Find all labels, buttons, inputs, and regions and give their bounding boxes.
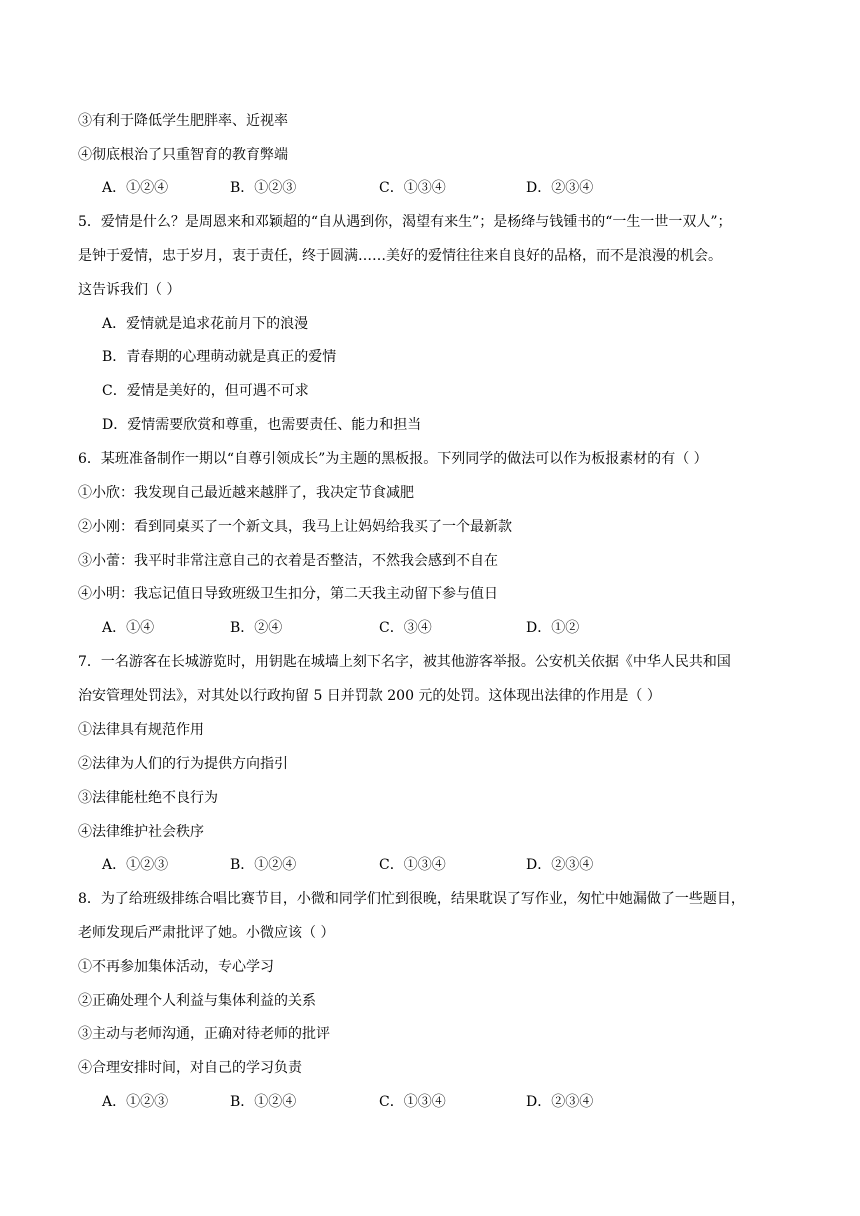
q8-choices xyxy=(102,1092,722,1112)
q4-choice-d: D．②③④ xyxy=(526,180,594,196)
q4-choice-b: B．①②③ xyxy=(230,180,297,196)
q8-choice-c: C．①③④ xyxy=(379,1094,446,1110)
q5-option-c: C．爱情是美好的，但可遇不可求 xyxy=(102,383,309,399)
q6-choice-d: D．①② xyxy=(526,620,580,636)
q7-choice-d: D．②③④ xyxy=(526,857,594,873)
q8-choice-b: B．①②④ xyxy=(230,1094,297,1110)
q6-statement-3: ③小蕾：我平时非常注意自己的衣着是否整洁，不然我会感到不自在 xyxy=(78,553,498,569)
q7-choices xyxy=(102,855,722,875)
q6-choices xyxy=(102,618,722,638)
q7-statement-1: ①法律具有规范作用 xyxy=(78,722,204,738)
q5-stem-line-3: 这告诉我们（ ） xyxy=(78,282,181,298)
q8-stem-line-2: 老师发现后严肃批评了她。小微应该（ ） xyxy=(78,925,335,941)
q5-option-a: A．爱情就是追求花前月下的浪漫 xyxy=(102,316,309,332)
q7-stem-line-2: 治安管理处罚法》，对其处以行政拘留 5 日并罚款 200 元的处罚。这体现出法律的作用是（ ） xyxy=(78,688,661,704)
q7-statement-4: ④法律维护社会秩序 xyxy=(78,824,204,840)
q8-statement-1: ①不再参加集体活动，专心学习 xyxy=(78,959,274,975)
q4-statement-3: ③有利于降低学生肥胖率、近视率 xyxy=(78,113,288,129)
q8-statement-2: ②正确处理个人利益与集体利益的关系 xyxy=(78,993,316,1009)
q5-option-d: D．爱情需要欣赏和尊重，也需要责任、能力和担当 xyxy=(102,417,422,433)
q8-stem-line-1: 8．为了给班级排练合唱比赛节目，小微和同学们忙到很晚，结果耽误了写作业，匆忙中她漏做了一些题目， xyxy=(78,891,745,907)
q8-statement-3: ③主动与老师沟通，正确对待老师的批评 xyxy=(78,1026,330,1042)
q7-stem-line-1: 7．一名游客在长城游览时，用钥匙在城墙上刻下名字，被其他游客举报。公安机关依据《中华人民共和国 xyxy=(78,654,731,670)
q6-statement-4: ④小明：我忘记值日导致班级卫生扣分，第二天我主动留下参与值日 xyxy=(78,586,498,602)
q4-choice-c: C．①③④ xyxy=(379,180,446,196)
q4-choice-a: A．①②④ xyxy=(102,180,169,196)
q5-stem-line-1: 5．爱情是什么？是周恩来和邓颖超的“自从遇到你，渴望有来生”；是杨绛与钱锺书的“一生一世一双人”； xyxy=(78,214,732,230)
q8-choice-a: A．①②③ xyxy=(102,1094,169,1110)
q6-choice-a: A．①④ xyxy=(102,620,155,636)
q7-choice-a: A．①②③ xyxy=(102,857,169,873)
q6-stem: 6．某班准备制作一期以“自尊引领成长”为主题的黑板报。下列同学的做法可以作为板报素材的有（ ） xyxy=(78,451,708,467)
q7-statement-3: ③法律能杜绝不良行为 xyxy=(78,790,218,806)
q6-choice-b: B．②④ xyxy=(230,620,283,636)
q5-stem-line-2: 是钟于爱情，忠于岁月，衷于责任，终于圆满……美好的爱情往往来自良好的品格，而不是浪漫的机会。 xyxy=(78,248,722,264)
q6-statement-1: ①小欣：我发现自己最近越来越胖了，我决定节食减肥 xyxy=(78,485,414,501)
q5-option-b: B．青春期的心理萌动就是真正的爱情 xyxy=(102,349,337,365)
q6-statement-2: ②小刚：看到同桌买了一个新文具，我马上让妈妈给我买了一个最新款 xyxy=(78,519,512,535)
q7-choice-b: B．①②④ xyxy=(230,857,297,873)
q4-statement-4: ④彻底根治了只重智育的教育弊端 xyxy=(78,147,288,163)
q6-choice-c: C．③④ xyxy=(379,620,432,636)
q8-choice-d: D．②③④ xyxy=(526,1094,594,1110)
q7-choice-c: C．①③④ xyxy=(379,857,446,873)
q8-statement-4: ④合理安排时间，对自己的学习负责 xyxy=(78,1060,302,1076)
q7-statement-2: ②法律为人们的行为提供方向指引 xyxy=(78,756,288,772)
q4-choices xyxy=(102,178,722,198)
